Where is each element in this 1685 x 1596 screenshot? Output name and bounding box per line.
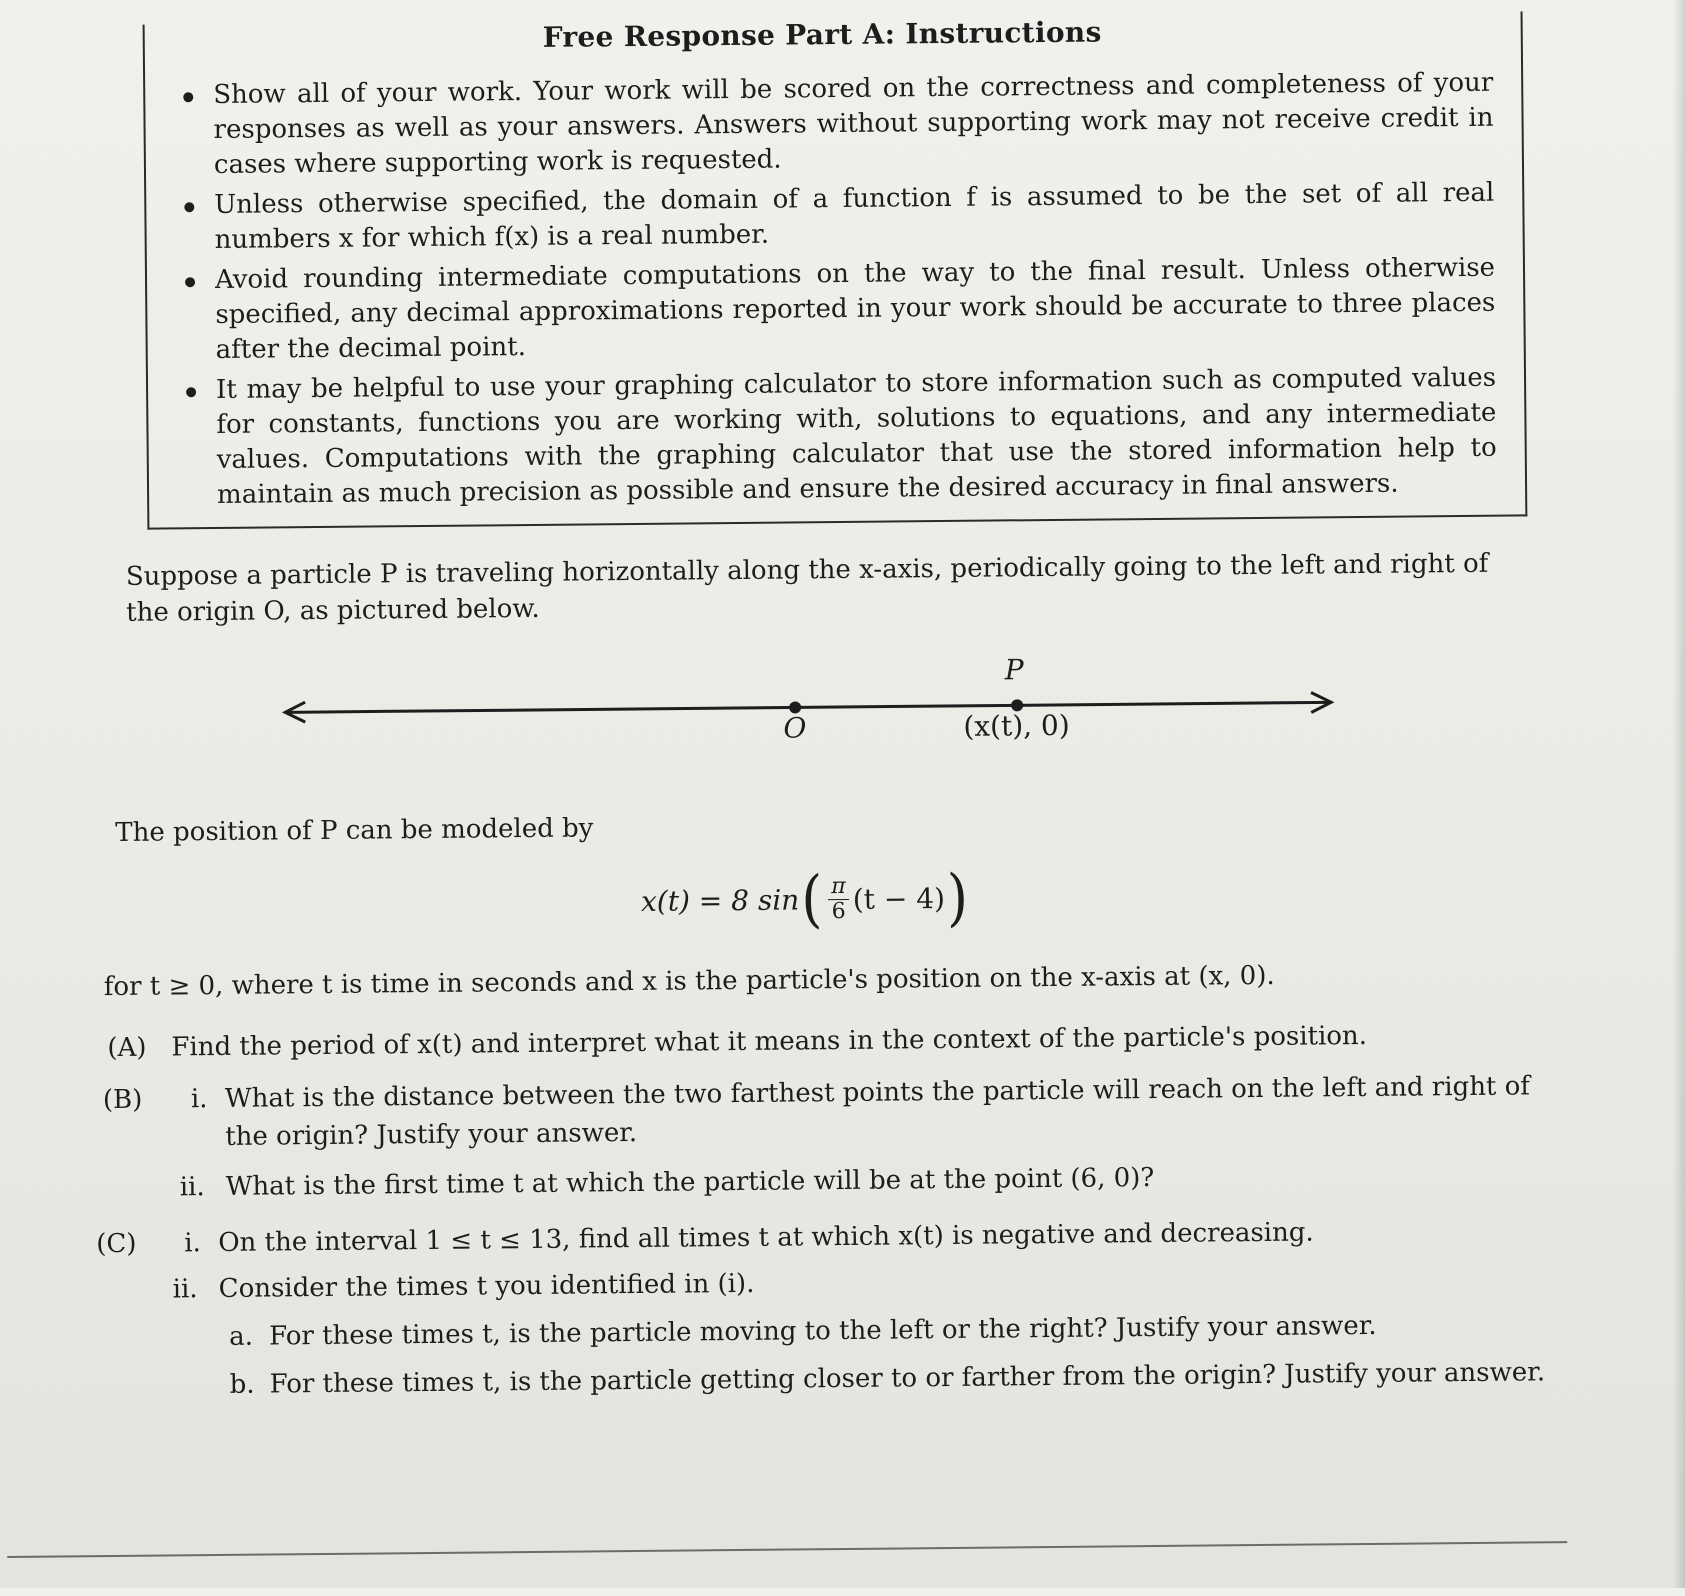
bullet-icon <box>185 277 195 287</box>
position-label: (x(t), 0) <box>963 708 1070 743</box>
bullet-icon <box>183 92 193 102</box>
condition-text: for t ≥ 0, where t is time in seconds and x is the particle's position on the x-axis at (x, 0). <box>103 960 1275 1003</box>
part-b-ii-label: ii. <box>179 1172 205 1203</box>
formula-inner: (t − 4) <box>852 881 946 916</box>
part-c-b-label: b. <box>229 1369 255 1400</box>
number-line-diagram <box>279 653 1340 750</box>
model-text: The position of P can be modeled by <box>115 813 594 848</box>
instruction-item <box>183 66 1494 184</box>
fraction-numerator: π <box>828 874 849 899</box>
origin-label: O <box>783 711 807 745</box>
instruction-text: It may be helpful to use your graphing calculator to store information such as computed values for constants, functions you are working with, solutions to equations, and any intermediate values. Computations with the graphing calculator that use the stored information help to maintain as much precision as possible and ensure the desired accuracy in final answers. <box>215 362 1497 510</box>
instructions-list <box>183 66 1497 519</box>
part-b-label: (B) <box>102 1084 143 1116</box>
part-a-label: (A) <box>107 1032 147 1064</box>
bullet-icon <box>184 202 194 212</box>
instruction-item <box>184 176 1495 259</box>
instruction-text: Unless otherwise specified, the domain of a function f is assumed to be the set of all real numbers x for which f(x) is a real number. <box>214 177 1495 256</box>
part-a-text: Find the period of x(t) and interpret what it means in the context of the particle's position. <box>171 1020 1368 1063</box>
instruction-item <box>186 361 1497 514</box>
problem-intro: Suppose a particle P is traveling horizontally along the x-axis, periodically going to the left and right of the origin O, as pictured below. <box>125 548 1489 628</box>
part-c <box>96 1211 1558 1465</box>
formula-fraction <box>828 874 849 923</box>
formula-close-paren: ) <box>946 861 969 934</box>
part-b-i-label: i. <box>190 1084 208 1115</box>
part-c-i-text: On the interval 1 ≤ t ≤ 13, find all times t at which x(t) is negative and decreasing. <box>218 1217 1314 1259</box>
bullet-icon <box>186 387 196 397</box>
page-edge-shadow <box>1673 0 1685 1588</box>
instructions-title: Free Response Part A: Instructions <box>542 15 1102 54</box>
fraction-denominator: 6 <box>831 898 846 924</box>
instruction-text: Avoid rounding intermediate computations on the way to the final result. Unless otherwise specified, any decimal approximations reported in your work should be accurate to three places after the decimal point. <box>214 252 1496 365</box>
formula-lhs: x(t) = 8 sin <box>640 882 800 918</box>
part-c-ii-text: Consider the times t you identified in (i). <box>218 1268 755 1305</box>
part-b-ii-text: What is the first time t at which the particle will be at the point (6, 0)? <box>225 1163 1155 1202</box>
position-formula <box>640 861 971 936</box>
part-b-i-text: What is the distance between the two farthest points the particle will reach on the left and right of the origin? Justify your answer. <box>224 1071 1531 1152</box>
part-c-a-label: a. <box>229 1321 254 1352</box>
part-c-a-text: For these times t, is the particle moving to the left or the right? Justify your answer. <box>269 1310 1377 1352</box>
particle-label: P <box>1004 653 1024 687</box>
part-c-ii-label: ii. <box>172 1274 198 1305</box>
number-line-svg <box>279 660 1340 750</box>
part-c-b-text: For these times t, is the particle getting closer to or farther from the origin? Justify your answer. <box>269 1357 1546 1400</box>
instruction-item <box>185 251 1496 369</box>
footer-rule <box>7 1541 1567 1558</box>
part-a <box>107 1015 1547 1064</box>
part-c-i-label: i. <box>184 1228 202 1259</box>
instruction-text: Show all of your work. Your work will be scored on the correctness and completeness of your responses as well as your answers. Answers without supporting work may not receive credit in cases where supporting work is requested. <box>213 67 1494 181</box>
part-b <box>103 1067 1554 1211</box>
part-c-label: (C) <box>96 1228 137 1260</box>
formula-open-paren: ( <box>800 862 823 936</box>
axis-line <box>287 702 1329 712</box>
